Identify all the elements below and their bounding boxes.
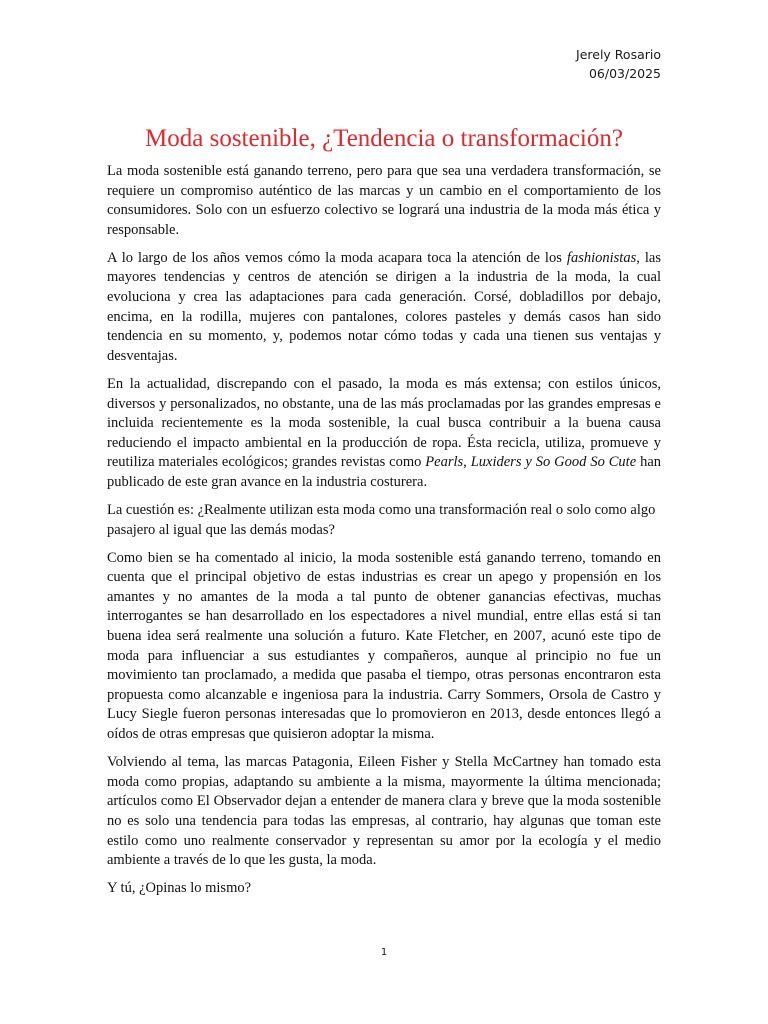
paragraph-present-end: han publicado de este gran avance en la industria costurera. bbox=[107, 454, 662, 490]
paragraph-history-end: , las mayores tendencias y centros de atención se dirigen a la industria de la moda, la cual evoluciona y crea las adaptaciones para cada generación. Corsé, dobladillos por debajo, encima, en la rodilla, mujeres con pantalones, colores pasteles y demás casos han sido tendencia en su momento, y, podemos notar cómo todas y cada una tienen sus ventajas y desventajas. bbox=[107, 249, 662, 364]
paragraph-brands: Volviendo al tema, las marcas Patagonia, Eileen Fisher y Stella McCartney han tomado esta moda como propias, adaptando su ambiente a la misma, mayormente la última mencionada; artículos como El Observador dejan a entender de manera clara y breve que la moda sostenible no es solo una tendencia para todas las empresas, al contrario, hay algunas que toman este estilo como uno realmente conservador y representan su amor por la ecología y el medio ambiente a través de lo que les gusta, la moda. bbox=[107, 754, 661, 869]
paragraph-origins: Como bien se ha comentado al inicio, la moda sostenible está ganando terreno, tomando en cuenta que el principal objetivo de estas industrias es crear un apego y propensión en los amantes y no amantes de la moda a tal punto de obtener ganancias efectivas, muchas interrogantes se han desarrollado en los espectadores a nivel mundial, entre ellas está si tan buena idea será realmente una solución a futuro. Kate Fletcher, en 2007, acunó este tipo de moda para influenciar a sus estudiantes y compañeros, aunque al principio no fue un movimiento tan proclamado, a medida que pasaba el tiempo, otras personas encontraron esta propuesta como alcanzable e ingeniosa para la industria. Carry Sommers, Orsola de Castro y Lucy Siegle fueron personas interesadas que lo promovieron en 2013, desde entonces llegó a oídos de otras empresas que quisieron adoptar la misma. bbox=[107, 549, 661, 743]
paragraph-question: La cuestión es: ¿Realmente utilizan esta moda como una transformación real o solo como algo pasajero al igual que las demás modas? bbox=[107, 502, 656, 538]
page-number: 1 bbox=[380, 947, 388, 958]
document-date: 06/03/2025 bbox=[588, 66, 661, 81]
fashionistas-term: fashionistas bbox=[566, 249, 637, 266]
paragraph-closing: Y tú, ¿Opinas lo mismo? bbox=[107, 880, 252, 897]
page-header bbox=[576, 45, 661, 83]
author-name: Jerely Rosario bbox=[576, 47, 661, 62]
paragraph-history bbox=[107, 249, 661, 367]
paragraph-intro: La moda sostenible está ganando terreno, pero para que sea una verdadera transformación, se requiere un compromiso auténtico de las marcas y un cambio en el comportamiento de los consumidores. Solo con un esfuerzo colectivo se logrará una industria de la moda más ética y responsable. bbox=[107, 163, 661, 238]
paragraph-present-start: En la actualidad, discrepando con el pasado, la moda es más extensa; con estilos únicos, diversos y personalizados, no obstante, una de las más proclamadas por las grandes empresas e incluida recientemente es la moda sostenible, la cual busca contribuir a la buena causa reduciendo el impacto ambiental en la producción de ropa. Ésta recicla, utiliza, promueve y reutiliza materiales ecológicos; grandes revistas como bbox=[107, 375, 661, 471]
paragraph-history-start: A lo largo de los años vemos cómo la moda acapara toca la atención de los bbox=[107, 249, 567, 266]
magazine-names: Pearls, Luxiders y So Good So Cute bbox=[425, 454, 637, 471]
paragraph-present bbox=[107, 375, 661, 493]
document-title: Moda sostenible, ¿Tendencia o transformación? bbox=[145, 125, 623, 152]
document-body bbox=[107, 162, 661, 907]
